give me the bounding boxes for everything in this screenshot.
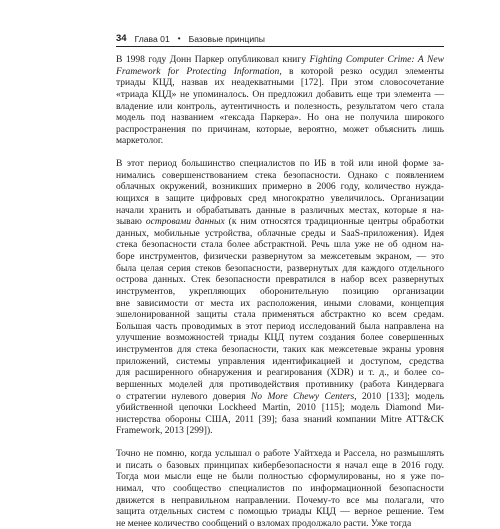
text-line: была целая серия стеков безопасности, развернутых для каждого отдельного: [116, 262, 444, 274]
text-line: владение или контроль, аутентичность и полезность, результатом чего стала: [116, 100, 444, 112]
chapter-label: Глава 01: [134, 33, 170, 44]
body-text: [116, 54, 444, 529]
text-line: о стратегии нулевого доверия No More Chewy Centers, 2010 [133]; модель: [116, 390, 444, 402]
text-line: В 1998 году Донн Паркер опубликовал книгу Fighting Computer Crime: A New: [116, 54, 444, 65]
text-line: инструментов для стека безопасности, таких как межсетевые экраны уровня: [116, 344, 444, 355]
text-line: инструментов, укрепляющих оборонительную позицию организации: [116, 285, 444, 297]
text-line: эшелонированной защиты стала применяться абстрактно ко всем средам.: [116, 309, 444, 321]
text-line: Точно не помню, когда услышал о работе Уайтхеда и Рассела, но размышлять: [116, 448, 444, 459]
text-line: нимал, что сообщество специалистов по информационной безопасности: [116, 482, 444, 494]
text-line: для расширенного обнаружения и реагирования (XDR) и т. д., и более со-: [116, 367, 444, 379]
text-line: облачных окружений, возникших примерно в 2006 году, количество нужда-: [116, 181, 444, 193]
text-line: «триада КЦД» не упоминалось. Он предложил добавить еще три элемента —: [116, 88, 444, 100]
text-line: нистерства обороны США, 2011 [39]; база знаний компании Mitre ATT&CK: [116, 413, 444, 425]
running-header: [116, 33, 400, 44]
text-line: данных, мобильные устройства, облачные среды и SaaS-приложения). Идея: [116, 227, 444, 239]
text-line: модель под названием «гексада Паркера». Но она не получила широкого: [116, 112, 444, 124]
header-rule: [116, 46, 444, 47]
text-line: движется в неправильном направлении. Почему-то все мы полагали, что: [116, 494, 444, 506]
text-line: Framework, 2013 [299]).: [116, 425, 213, 437]
text-line: улучшение возможностей триады КЦД путем создания более совершенных: [116, 332, 444, 344]
text-line: вершенных моделей для противодействия противнику (работа Киндервага: [116, 378, 444, 390]
text-line: зываю островами данных (к ним относятся традиционные центры обработки: [116, 216, 444, 228]
text-line: и писать о базовых принципах кибербезопасности я начал еще в 2016 году.: [116, 459, 444, 471]
page-number: 34: [116, 33, 127, 44]
text-line: распространения по причинам, которые, вероятно, может объяснить лишь: [116, 123, 444, 135]
text-line: острова данных. Стек безопасности превратился в набор всех развернутых: [116, 274, 444, 286]
text-line: маркетолог.: [116, 135, 164, 147]
text-line: убийственной цепочки Lockheed Martin, 2010 [115]; модель Diamond Ми-: [116, 402, 444, 414]
paragraph-whitehead-russell: [116, 448, 444, 529]
text-line: боре инструментов, физически развернутом за межсетевым экраном, — это: [116, 251, 444, 262]
paragraph-parker: [116, 54, 444, 147]
text-line: вне зависимости от места их расположения, иными словами, концепция: [116, 297, 444, 309]
text-line: нимались совершенствованием стека безопасности. Однако с появлением: [116, 169, 444, 181]
text-line: Большая часть проводимых в этот период исследований была направлена на: [116, 320, 444, 332]
text-line: ющихся в защите цифровых сред многократно увеличилось. Организации: [116, 192, 444, 204]
paragraph-security-stack: [116, 158, 444, 437]
text-line: В этот период большинство специалистов по ИБ в той или иной форме за-: [116, 158, 444, 169]
text-line: приложений, системы управления идентификацией и доступом, средства: [116, 355, 444, 367]
header-separator: •: [177, 34, 181, 43]
text-line: начали хранить и обрабатывать данные в различных местах, которые я на-: [116, 204, 444, 216]
text-line: Framework for Protecting Information, в которой резко осудил элементы: [116, 65, 445, 77]
text-line: не менее количество сообщений о взломах продолжало расти. Уже тогда: [116, 517, 412, 529]
text-line: стека безопасности стала более абстрактной. Речь шла уже не об одном на-: [116, 239, 444, 251]
text-line: Тогда мои мысли еще не были полностью сформулированы, но я уже по-: [116, 471, 444, 483]
text-line: защита отдельных систем с помощью триады КЦД — верное решение. Тем: [116, 506, 444, 518]
chapter-title: Базовые принципы: [188, 33, 265, 44]
text-line: триады КЦД, назвав их неадекватными [172]. При этом словосочетание: [116, 77, 444, 89]
